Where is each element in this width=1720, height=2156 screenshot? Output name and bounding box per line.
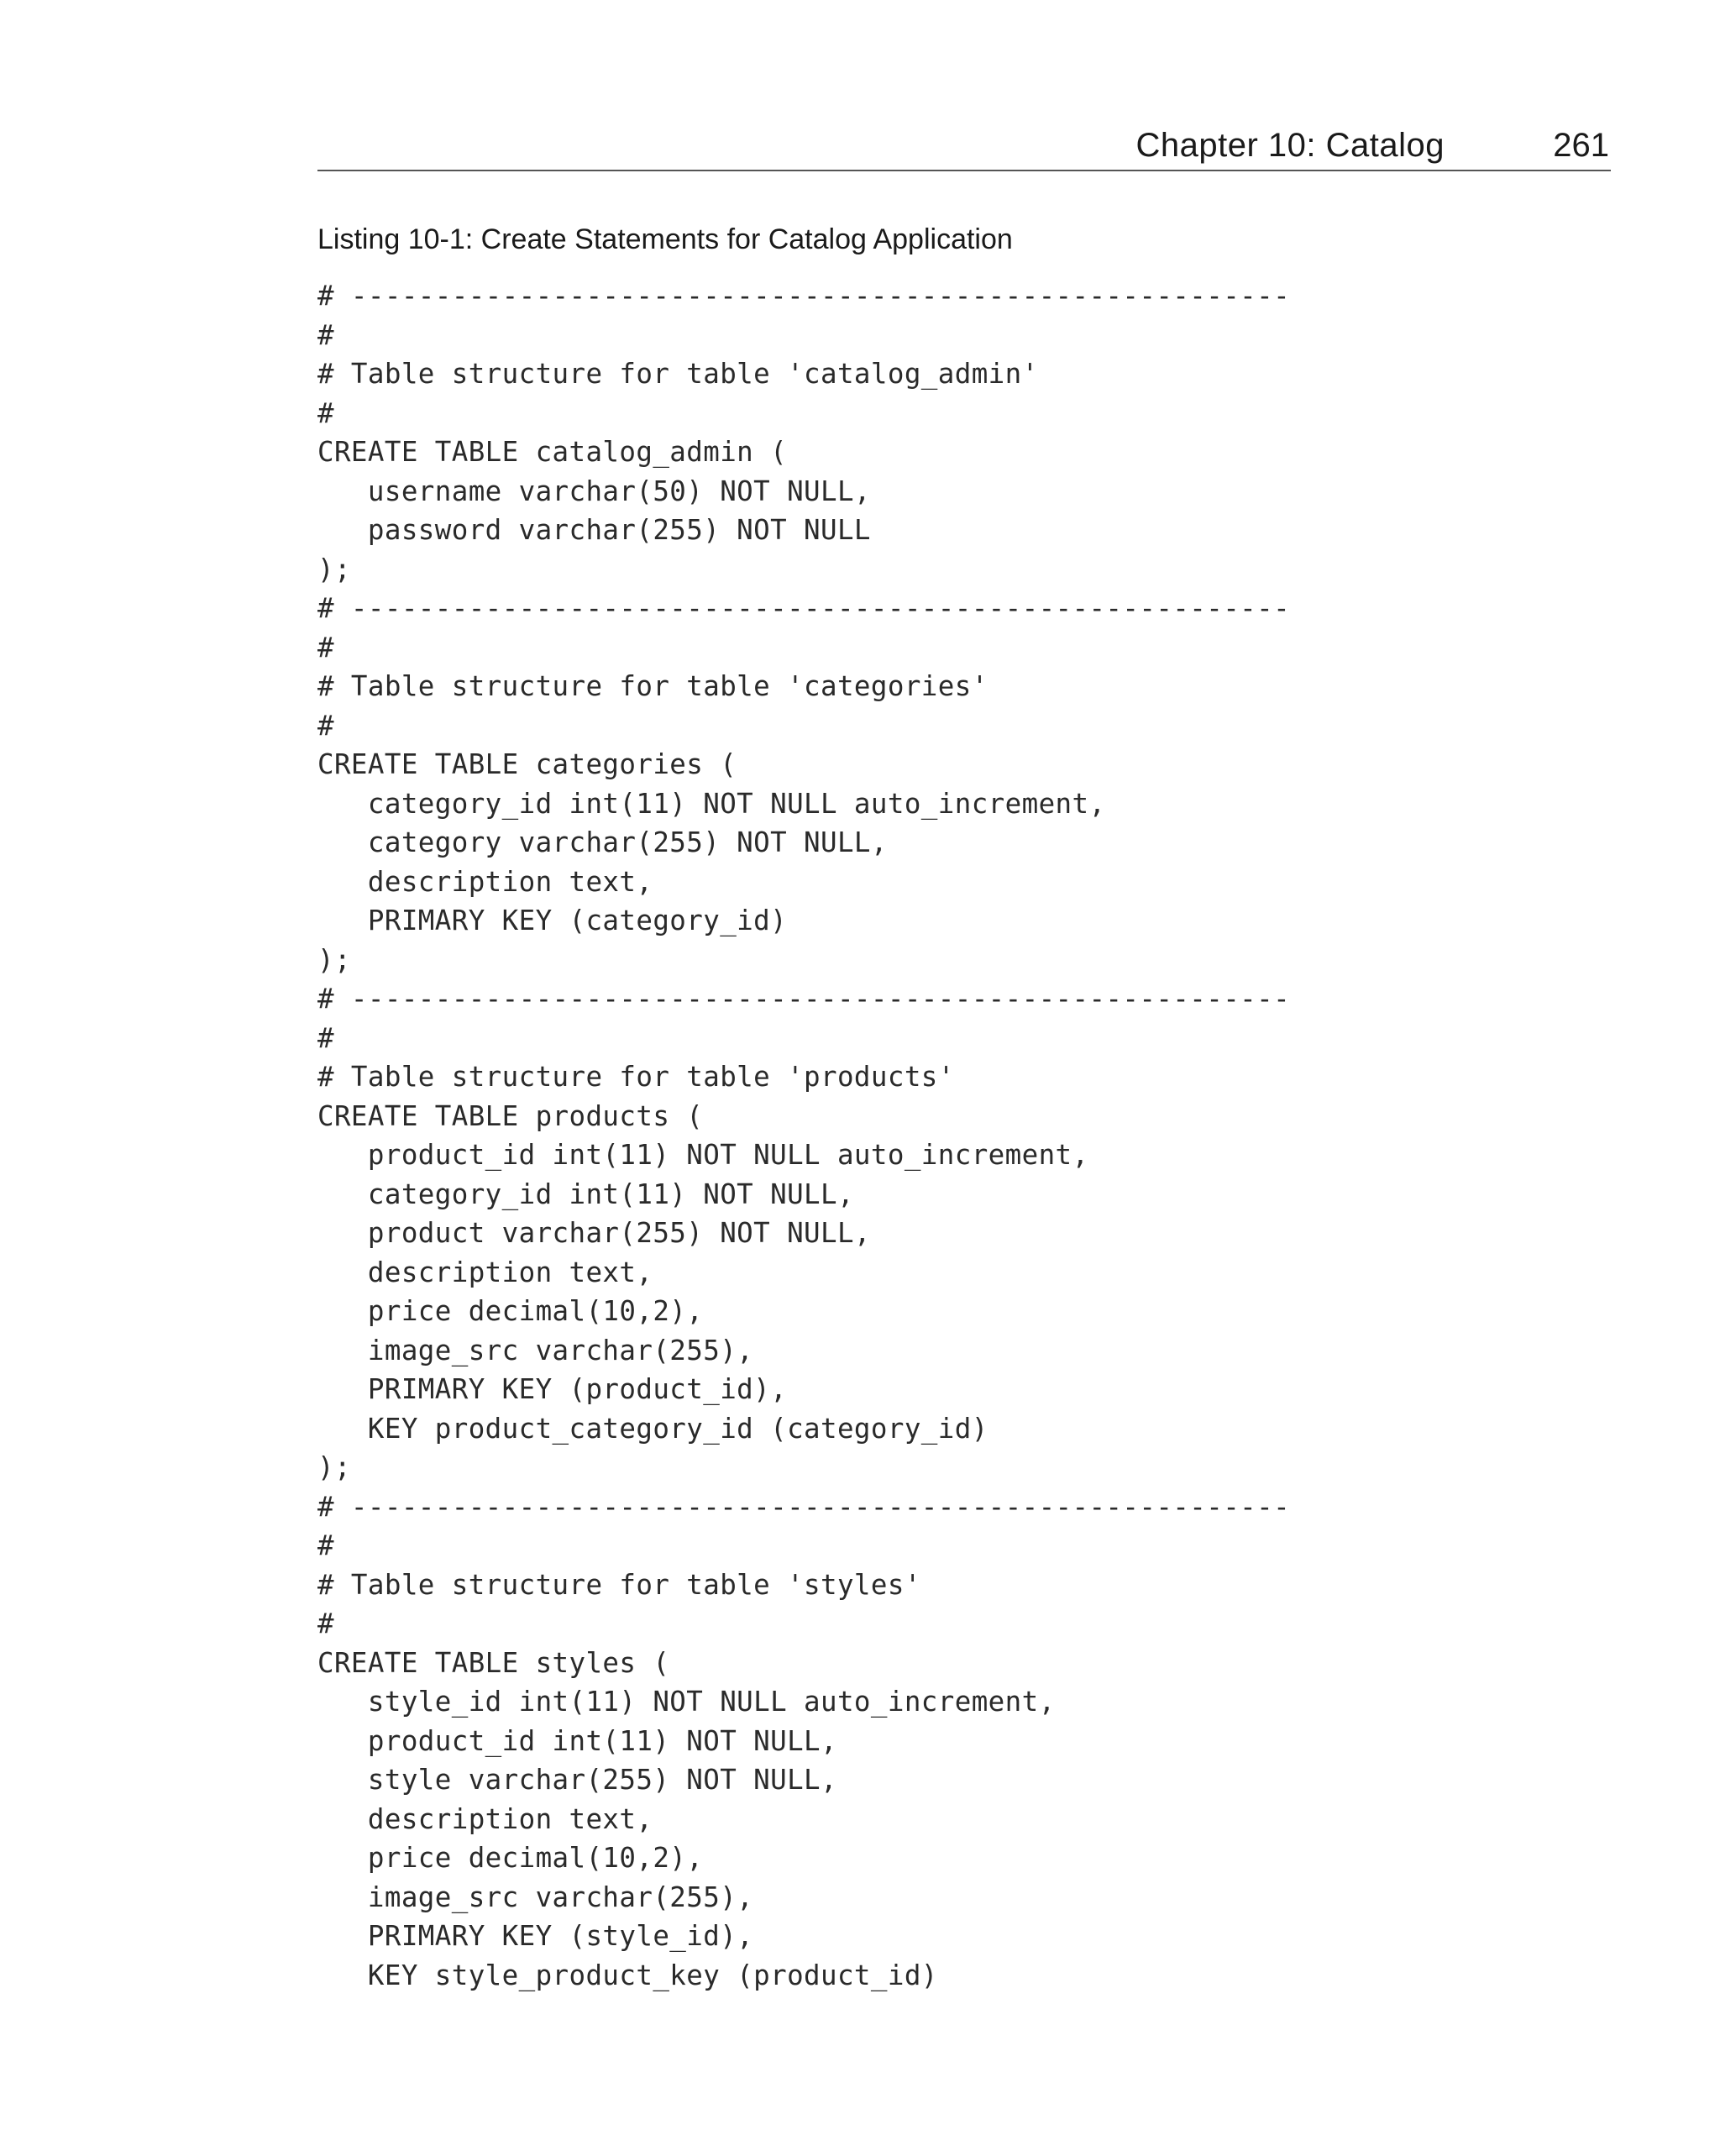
code-line: # --------------------------------------------------------: [317, 983, 1291, 1015]
code-line: # Table structure for table 'styles': [317, 1568, 921, 1601]
chapter-title: Chapter 10: Catalog: [1135, 127, 1445, 164]
code-line: #: [317, 1529, 334, 1561]
code-line: password varchar(255) NOT NULL: [317, 514, 871, 546]
page-number: 261: [1553, 127, 1609, 164]
code-line: image_src varchar(255),: [317, 1334, 754, 1367]
code-line: product varchar(255) NOT NULL,: [317, 1217, 871, 1249]
code-line: description text,: [317, 1256, 653, 1288]
code-line: username varchar(50) NOT NULL,: [317, 475, 871, 507]
code-line: );: [317, 553, 351, 585]
code-line: # Table structure for table 'categories': [317, 670, 988, 702]
code-line: price decimal(10,2),: [317, 1842, 704, 1874]
code-line: style varchar(255) NOT NULL,: [317, 1764, 837, 1796]
code-line: category varchar(255) NOT NULL,: [317, 826, 888, 858]
code-line: description text,: [317, 865, 653, 898]
code-line: category_id int(11) NOT NULL,: [317, 1178, 854, 1210]
code-line: #: [317, 318, 334, 351]
code-line: PRIMARY KEY (style_id),: [317, 1920, 754, 1952]
code-line: #: [317, 396, 334, 429]
code-line: style_id int(11) NOT NULL auto_increment,: [317, 1686, 1056, 1718]
code-line: PRIMARY KEY (category_id): [317, 905, 788, 936]
code-line: price decimal(10,2),: [317, 1295, 704, 1327]
code-line: );: [317, 1451, 351, 1483]
code-line: );: [317, 943, 351, 976]
code-line: KEY style_product_key (product_id): [317, 1959, 938, 1991]
code-line: # Table structure for table 'products': [317, 1061, 955, 1093]
listing-caption: Listing 10-1: Create Statements for Catalog Application: [317, 223, 1013, 255]
code-line: #: [317, 631, 334, 664]
code-line: #: [317, 709, 334, 742]
code-line: product_id int(11) NOT NULL auto_increment,: [317, 1139, 1089, 1171]
code-line: #: [317, 1608, 334, 1639]
code-line: CREATE TABLE products (: [317, 1099, 704, 1132]
code-line: # --------------------------------------------------------: [317, 592, 1291, 624]
code-line: image_src varchar(255),: [317, 1881, 754, 1913]
code-line: # --------------------------------------------------------: [317, 1490, 1291, 1523]
code-line: #: [317, 1021, 334, 1054]
code-line: product_id int(11) NOT NULL,: [317, 1724, 837, 1757]
code-line: # --------------------------------------------------------: [317, 280, 1291, 312]
code-line: CREATE TABLE styles (: [317, 1646, 670, 1679]
code-line: description text,: [317, 1802, 653, 1835]
code-line: category_id int(11) NOT NULL auto_increment,: [317, 787, 1106, 820]
code-line: CREATE TABLE categories (: [317, 748, 737, 780]
code-line: CREATE TABLE catalog_admin (: [317, 436, 788, 468]
code-line: KEY product_category_id (category_id): [317, 1412, 988, 1445]
code-listing: [317, 276, 1290, 1995]
running-header: [317, 116, 1611, 171]
code-line: # Table structure for table 'catalog_admin': [317, 358, 1039, 390]
code-line: PRIMARY KEY (product_id),: [317, 1373, 788, 1405]
